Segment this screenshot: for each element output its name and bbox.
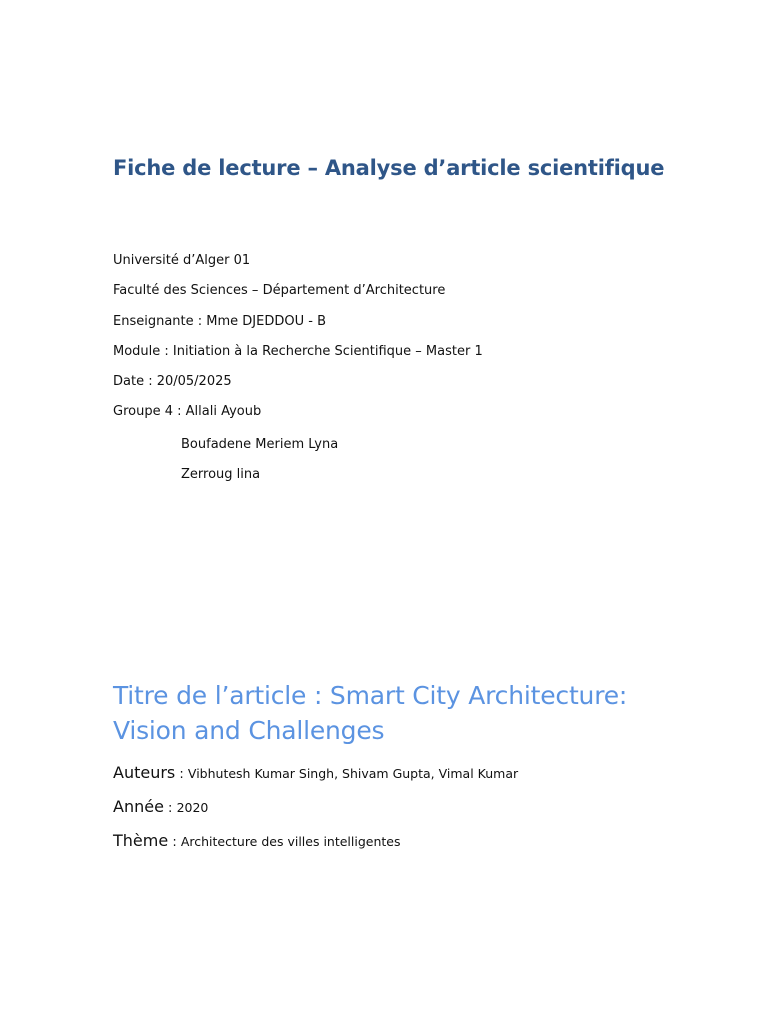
theme-separator: : — [168, 835, 181, 850]
authors-value: Vibhutesh Kumar Singh, Shivam Gupta, Vimal Kumar — [187, 766, 519, 781]
date-line: Date : 20/05/2025 — [113, 374, 232, 389]
group-member: Boufadene Meriem Lyna — [181, 437, 339, 452]
theme-line — [113, 831, 401, 850]
year-value: 2020 — [176, 800, 209, 815]
article-title — [113, 678, 713, 748]
faculty-line: Faculté des Sciences – Département d’Architecture — [113, 283, 446, 298]
article-title-line-2: Vision and Challenges — [113, 716, 385, 745]
university-line: Université d’Alger 01 — [113, 253, 251, 268]
authors-line — [113, 763, 518, 782]
authors-separator: : — [175, 767, 188, 782]
year-line — [113, 797, 208, 816]
module-line: Module : Initiation à la Recherche Scientifique – Master 1 — [113, 344, 483, 359]
theme-label: Thème — [113, 831, 169, 850]
year-label: Année — [113, 797, 164, 816]
year-separator: : — [163, 801, 177, 816]
authors-label: Auteurs — [113, 763, 176, 782]
group-member: Zerroug lina — [181, 467, 261, 482]
article-title-line-1: Titre de l’article : Smart City Architecture: — [113, 681, 628, 710]
teacher-line: Enseignante : Mme DJEDDOU - B — [113, 314, 326, 329]
group-line: Groupe 4 : Allali Ayoub — [113, 404, 262, 419]
document-title: Fiche de lecture – Analyse d’article scientifique — [113, 156, 665, 180]
theme-value: Architecture des villes intelligentes — [180, 834, 401, 849]
